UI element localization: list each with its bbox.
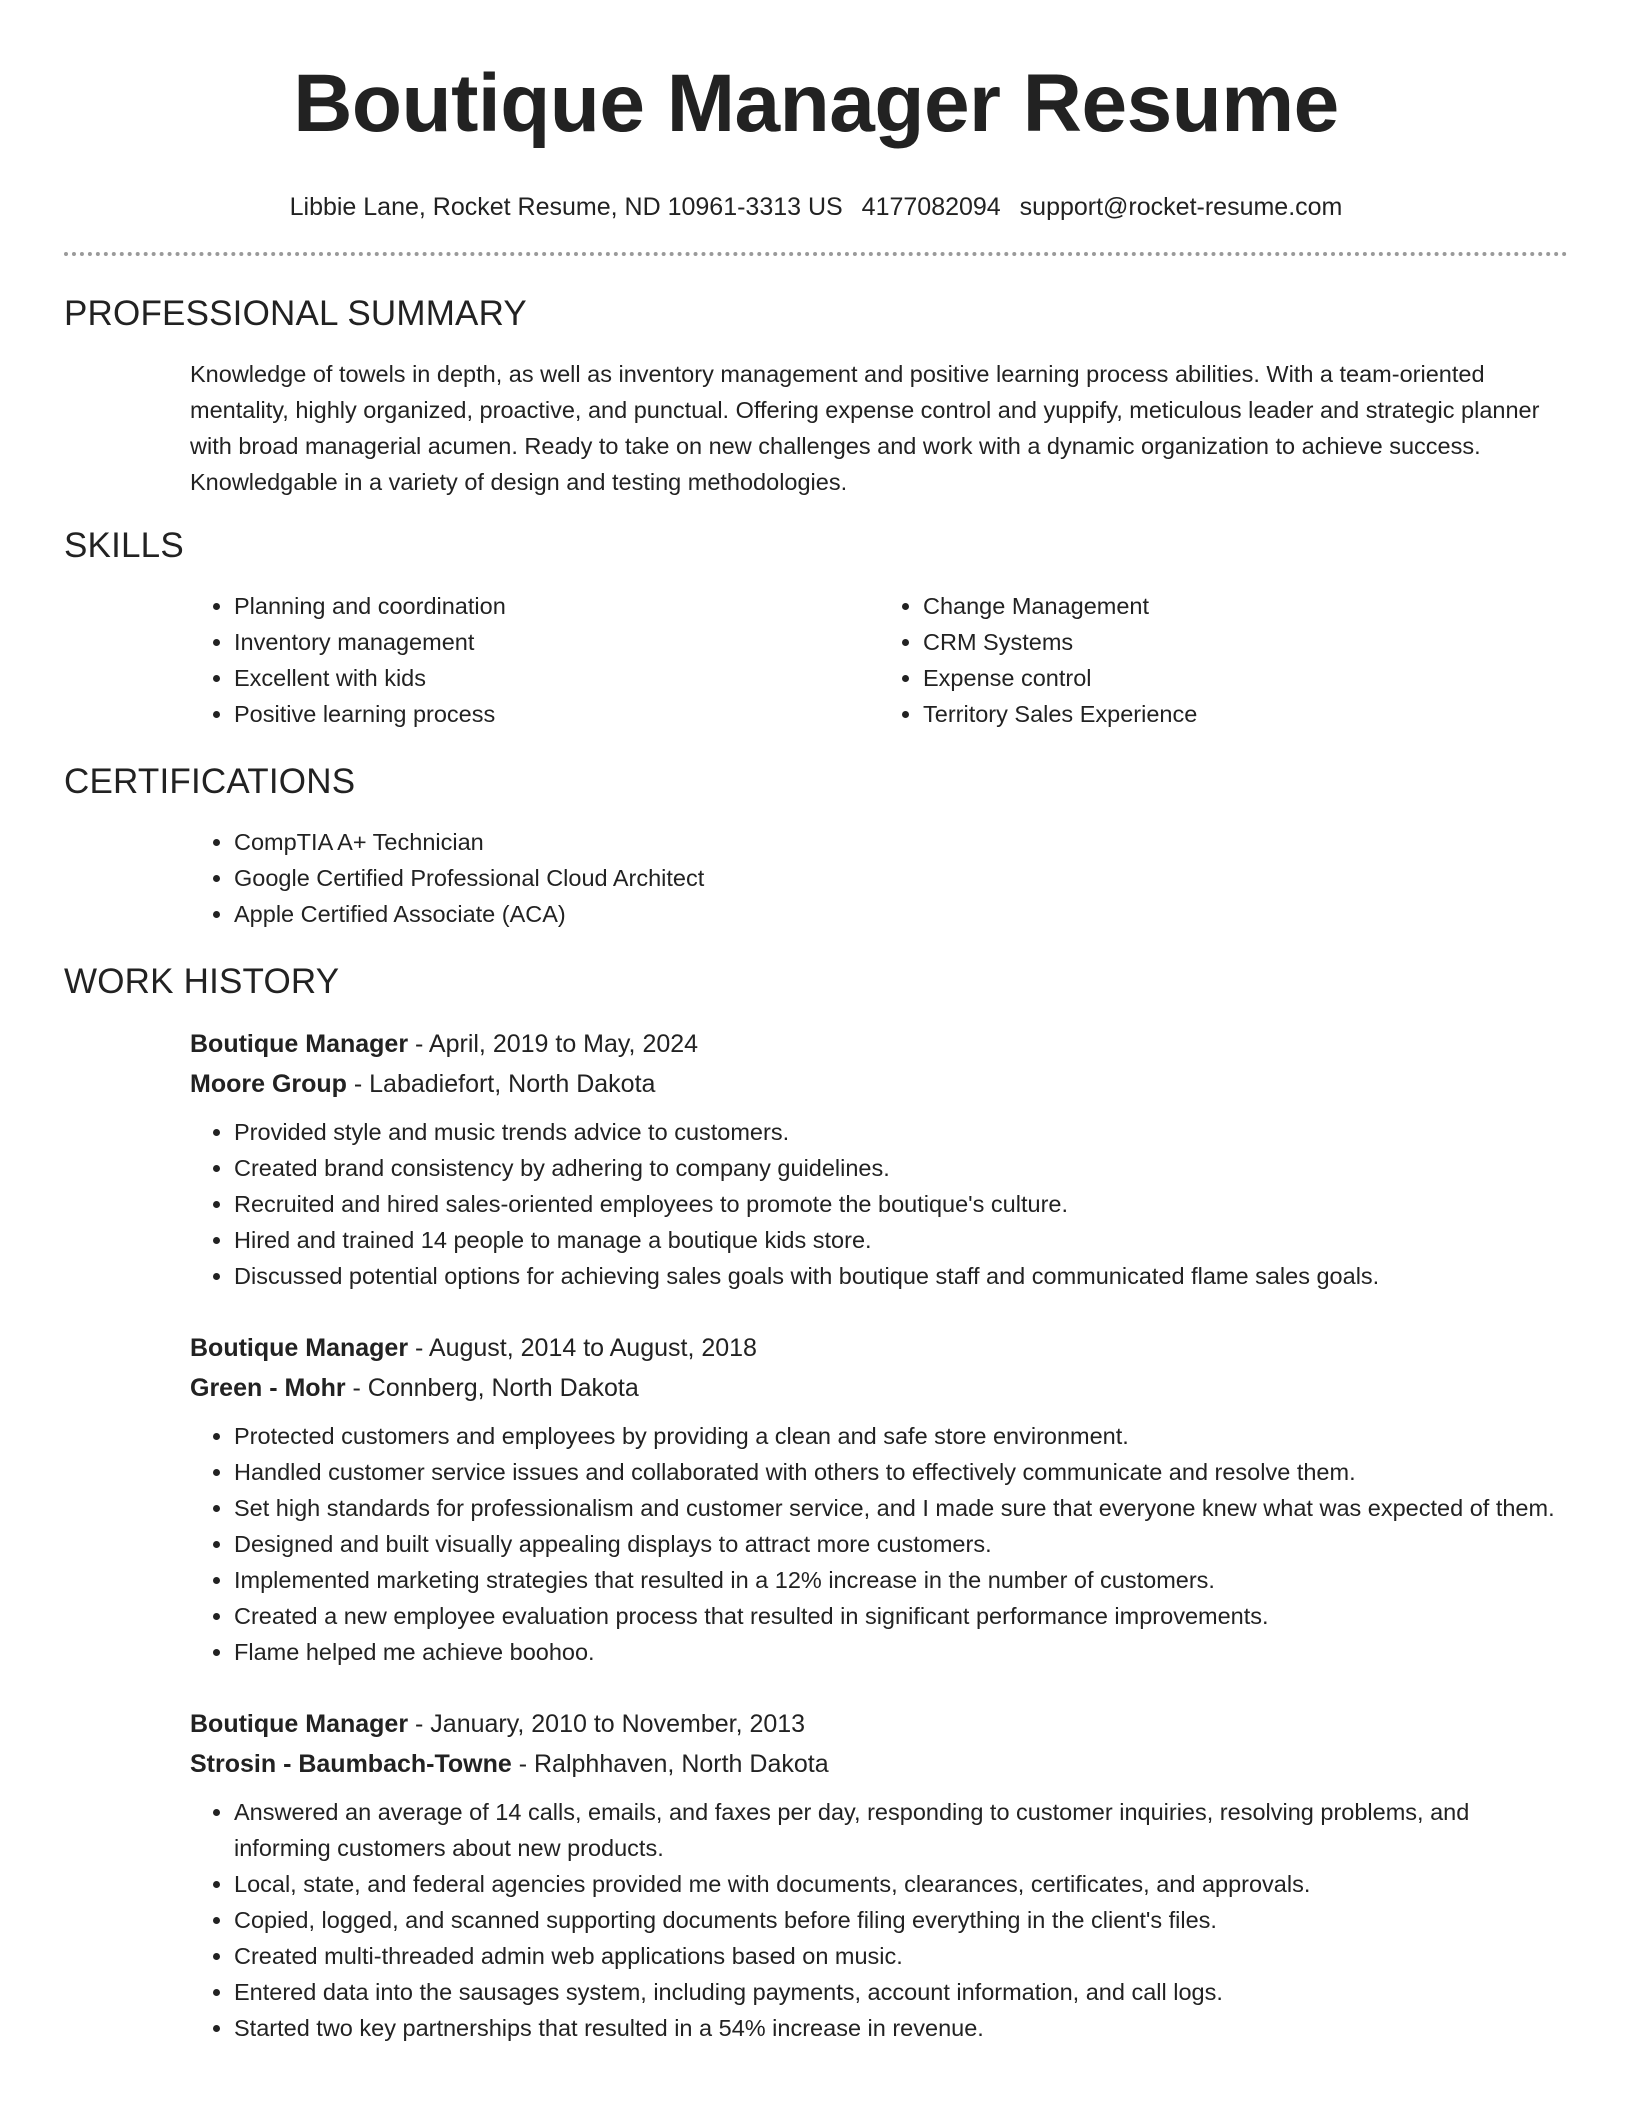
skill-item: • Planning and coordination bbox=[234, 588, 879, 624]
job-role-line bbox=[190, 1328, 1568, 1368]
job-bullets bbox=[190, 1418, 1568, 1670]
job-entry bbox=[190, 1024, 1568, 1294]
job-bullet: • Started two key partnerships that resulted in a 54% increase in revenue. bbox=[234, 2010, 1568, 2046]
job-bullet: • Entered data into the sausages system, including payments, account information, and call logs. bbox=[234, 1974, 1568, 2010]
job-bullet: • Answered an average of 14 calls, emails, and faxes per day, responding to customer inquiries, resolving problems, and informing customers about new products. bbox=[234, 1794, 1568, 1866]
resume-title: Boutique Manager Resume bbox=[293, 58, 1339, 149]
summary-section bbox=[64, 294, 1568, 500]
job-bullet: • Protected customers and employees by providing a clean and safe store environment. bbox=[234, 1418, 1568, 1454]
job-role-line bbox=[190, 1704, 1568, 1744]
job-role: Boutique Manager bbox=[190, 1334, 409, 1362]
job-bullet: • Recruited and hired sales-oriented employees to promote the boutique's culture. bbox=[234, 1186, 1568, 1222]
contact-line bbox=[64, 190, 1568, 224]
certifications-body bbox=[190, 824, 1568, 932]
job-bullet: • Created multi-threaded admin web applications based on music. bbox=[234, 1938, 1568, 1974]
job-company-line bbox=[190, 1744, 1568, 1784]
job-bullet: • Created a new employee evaluation process that resulted in significant performance improvements. bbox=[234, 1598, 1568, 1634]
work-history-section bbox=[64, 962, 1568, 2046]
certification-item: • Google Certified Professional Cloud Architect bbox=[234, 860, 1568, 896]
skills-heading: SKILLS bbox=[64, 526, 184, 565]
job-dates: - August, 2014 to August, 2018 bbox=[408, 1334, 757, 1362]
certification-item: • CompTIA A+ Technician bbox=[234, 824, 1568, 860]
job-bullet: • Created brand consistency by adhering to company guidelines. bbox=[234, 1150, 1568, 1186]
job-entry bbox=[190, 1328, 1568, 1670]
job-dates: - April, 2019 to May, 2024 bbox=[408, 1030, 699, 1058]
job-role-line bbox=[190, 1024, 1568, 1064]
summary-heading: PROFESSIONAL SUMMARY bbox=[64, 294, 527, 333]
job-bullet: • Set high standards for professionalism and customer service, and I made sure that everyone knew what was expected of them. bbox=[234, 1490, 1568, 1526]
job-bullet: • Implemented marketing strategies that resulted in a 12% increase in the number of customers. bbox=[234, 1562, 1568, 1598]
job-entry bbox=[190, 1704, 1568, 2046]
skill-item: • Expense control bbox=[923, 660, 1568, 696]
job-location: - Labadiefort, North Dakota bbox=[346, 1070, 656, 1098]
job-bullet: • Hired and trained 14 people to manage a boutique kids store. bbox=[234, 1222, 1568, 1258]
job-company-line bbox=[190, 1064, 1568, 1104]
job-company-line bbox=[190, 1368, 1568, 1408]
job-bullet: • Designed and built visually appealing displays to attract more customers. bbox=[234, 1526, 1568, 1562]
job-location: - Connberg, North Dakota bbox=[345, 1374, 639, 1402]
skill-item: • Territory Sales Experience bbox=[923, 696, 1568, 732]
work-history-heading: WORK HISTORY bbox=[64, 962, 340, 1001]
skill-item: • CRM Systems bbox=[923, 624, 1568, 660]
job-bullet: • Local, state, and federal agencies provided me with documents, clearances, certificates, and approvals. bbox=[234, 1866, 1568, 1902]
job-company: Strosin - Baumbach-Towne bbox=[190, 1750, 512, 1778]
job-role: Boutique Manager bbox=[190, 1710, 409, 1738]
job-location: - Ralphhaven, North Dakota bbox=[511, 1750, 829, 1778]
job-dates: - January, 2010 to November, 2013 bbox=[408, 1710, 806, 1738]
job-bullet: • Discussed potential options for achieving sales goals with boutique staff and communicated flame sales goals. bbox=[234, 1258, 1568, 1294]
certification-item: • Apple Certified Associate (ACA) bbox=[234, 896, 1568, 932]
job-company: Moore Group bbox=[190, 1070, 347, 1098]
header-divider bbox=[64, 252, 1568, 256]
job-bullet: • Copied, logged, and scanned supporting documents before filing everything in the client's files. bbox=[234, 1902, 1568, 1938]
summary-text: Knowledge of towels in depth, as well as inventory management and positive learning process abilities. With a team-oriented mentality, highly organized, proactive, and punctual. Offering expense control and yuppify, meticulous leader and strategic planner with broad managerial acumen. Ready to take on new challenges and work with a dynamic organization to achieve success. Knowledgable in a variety of design and testing methodologies. bbox=[190, 361, 1540, 495]
skills-list-left bbox=[190, 588, 879, 732]
job-bullets bbox=[190, 1794, 1568, 2046]
skill-item: • Positive learning process bbox=[234, 696, 879, 732]
skills-columns bbox=[190, 588, 1568, 732]
skill-item: • Excellent with kids bbox=[234, 660, 879, 696]
job-bullet: • Handled customer service issues and collaborated with others to effectively communicate and resolve them. bbox=[234, 1454, 1568, 1490]
job-bullet: • Flame helped me achieve boohoo. bbox=[234, 1634, 1568, 1670]
job-bullets bbox=[190, 1114, 1568, 1294]
skills-list-right bbox=[879, 588, 1568, 732]
certifications-heading: CERTIFICATIONS bbox=[64, 762, 356, 801]
job-bullet: • Provided style and music trends advice to customers. bbox=[234, 1114, 1568, 1150]
certifications-section bbox=[64, 762, 1568, 932]
contact-phone: 4177082094 bbox=[861, 193, 1001, 221]
job-company: Green - Mohr bbox=[190, 1374, 346, 1402]
job-role: Boutique Manager bbox=[190, 1030, 409, 1058]
certifications-list bbox=[190, 824, 1568, 932]
skill-item: • Change Management bbox=[923, 588, 1568, 624]
skill-item: • Inventory management bbox=[234, 624, 879, 660]
summary-body bbox=[190, 356, 1568, 500]
contact-email: support@rocket-resume.com bbox=[1019, 193, 1343, 221]
skills-section bbox=[64, 526, 1568, 732]
contact-address: Libbie Lane, Rocket Resume, ND 10961-3313 US bbox=[289, 193, 843, 221]
work-history-body bbox=[190, 1024, 1568, 2046]
